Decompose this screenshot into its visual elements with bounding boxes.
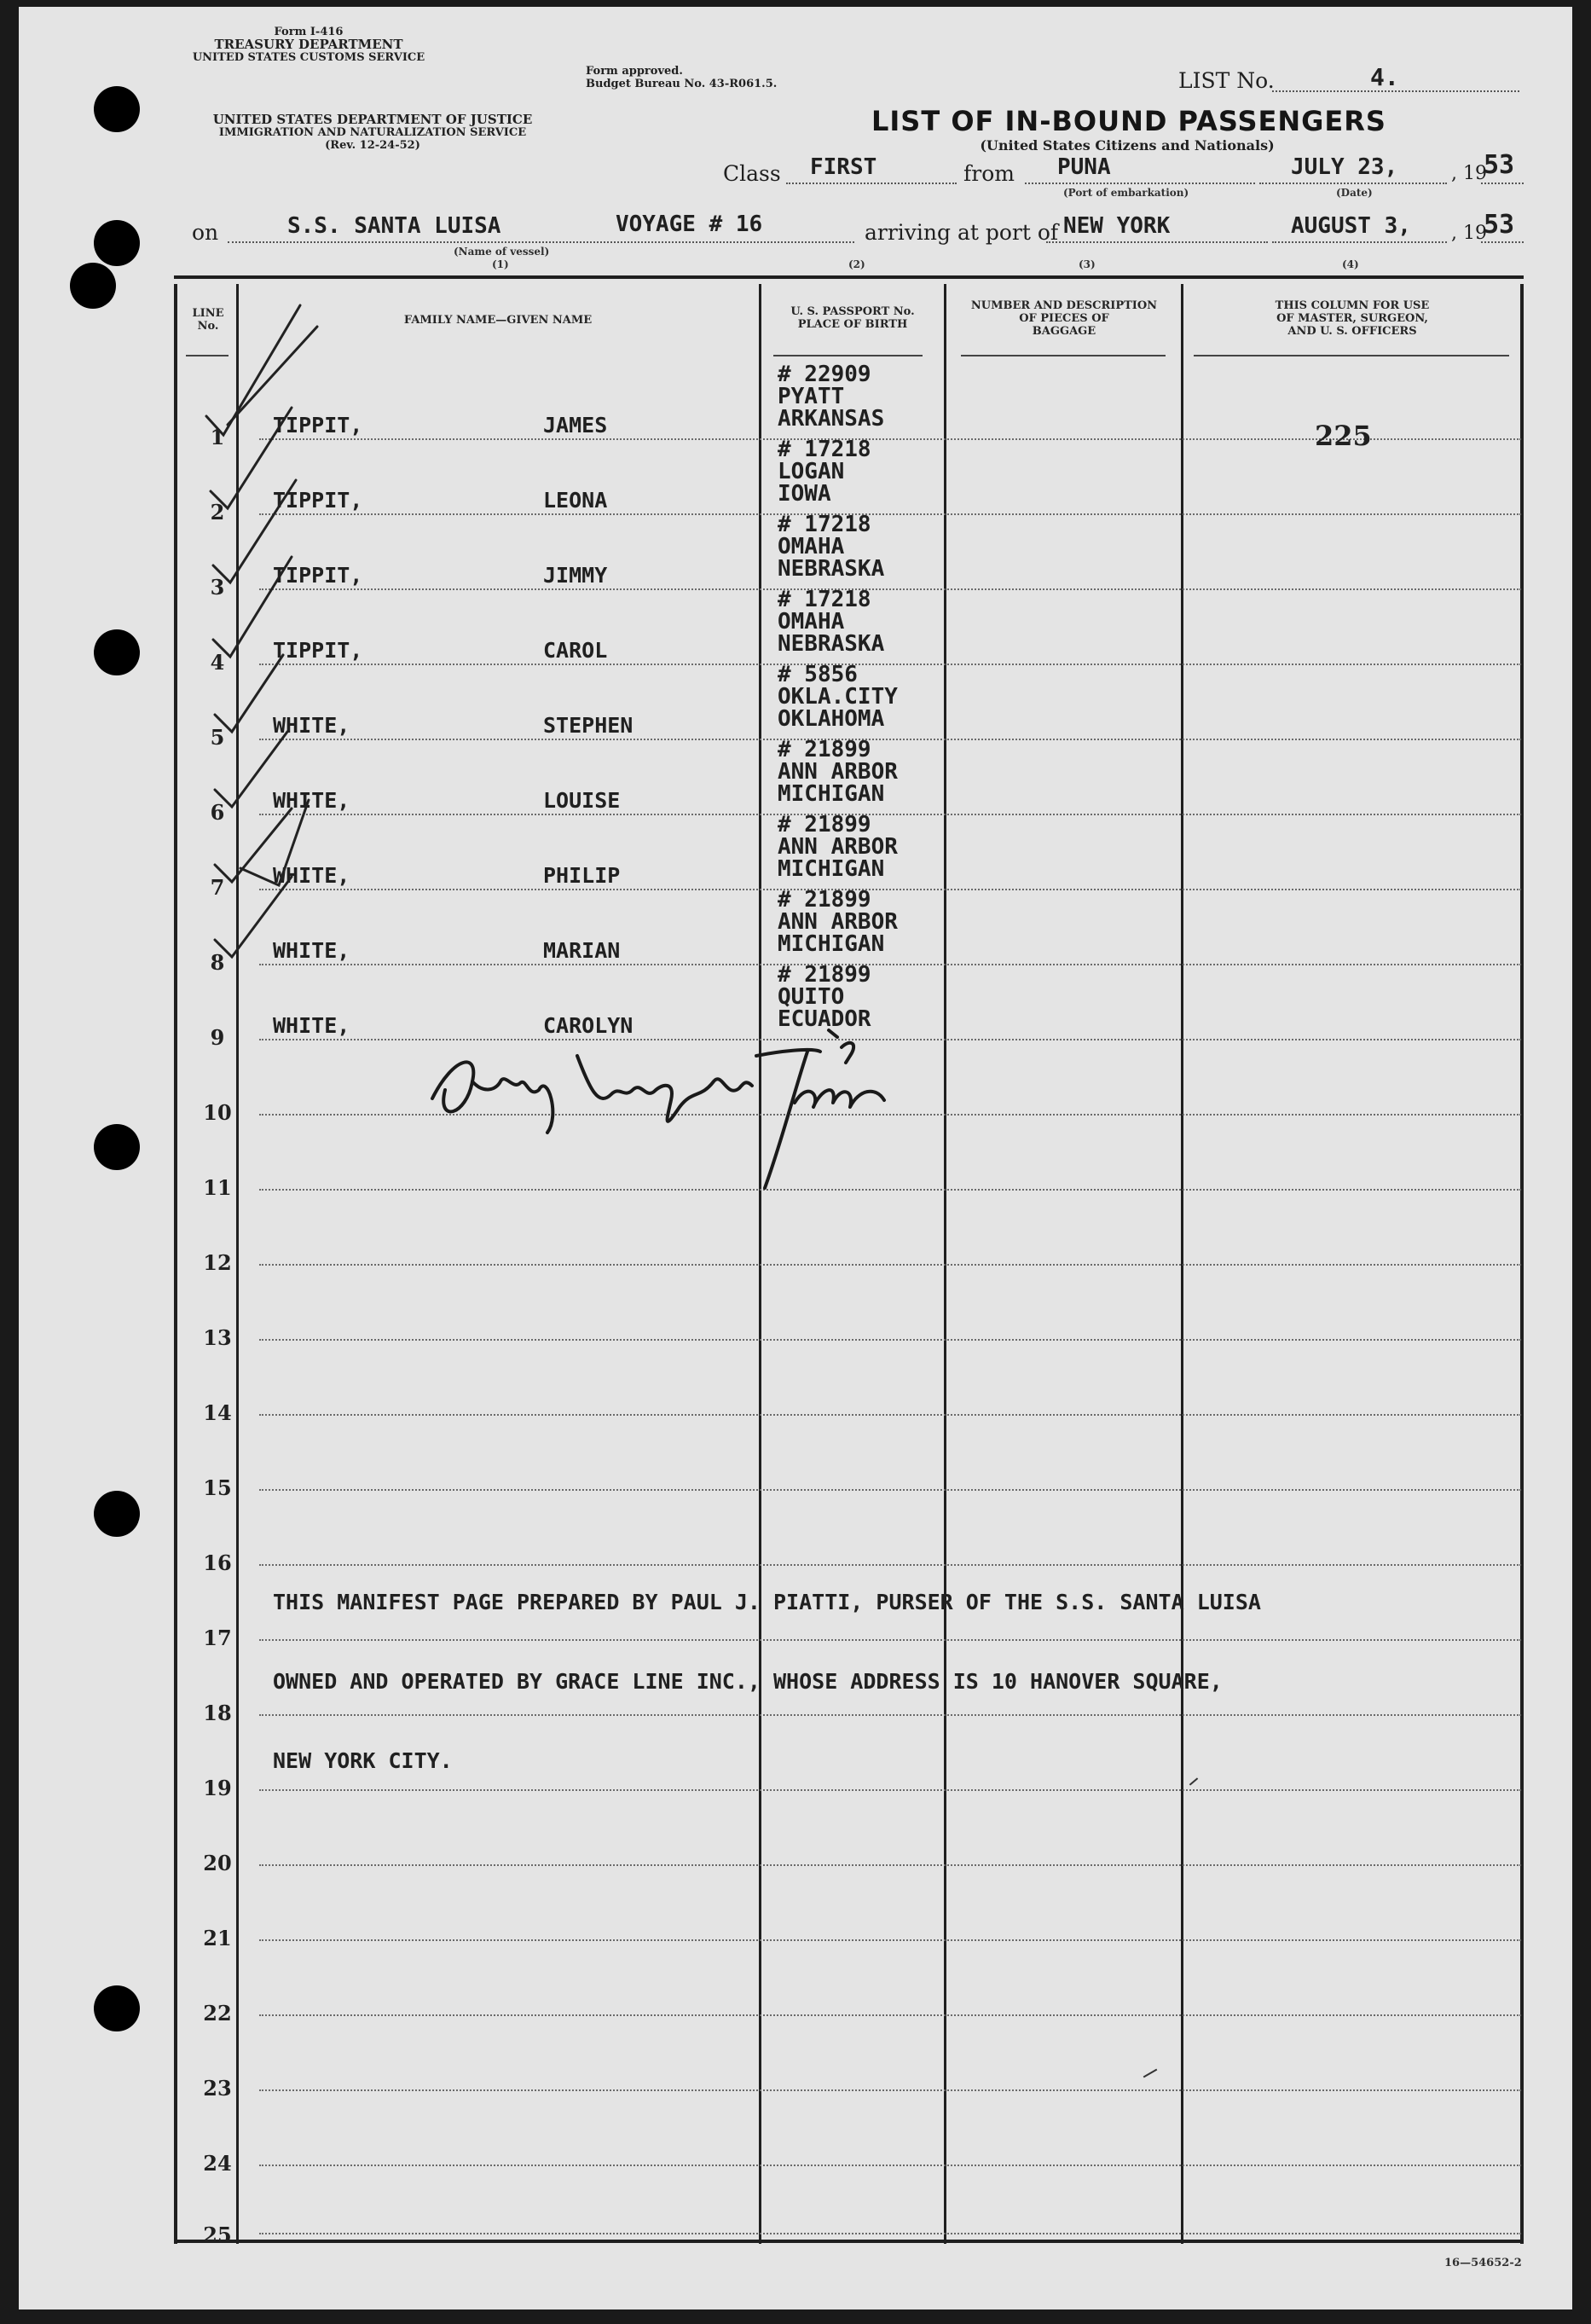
form-approved: Form approved.: [586, 65, 683, 78]
line-number: 11: [203, 1175, 232, 1200]
given-name: LOUISE: [543, 788, 621, 813]
from-label: from: [963, 161, 1015, 186]
print-code: 16—54652-2: [1444, 2257, 1522, 2269]
passport-birthplace: # 17218 LOGAN IOWA: [778, 437, 871, 507]
passport-birthplace: # 17218 OMAHA NEBRASKA: [778, 587, 885, 657]
punch-hole: [94, 220, 140, 266]
family-name: WHITE,: [273, 1013, 350, 1038]
header-officers: THIS COLUMN FOR USE OF MASTER, SURGEON, AND U. S. OFFICERS: [1275, 299, 1430, 338]
voyage: VOYAGE # 16: [616, 212, 763, 237]
line-number: 5: [210, 725, 225, 750]
customs-service: UNITED STATES CUSTOMS SERVICE: [192, 51, 425, 64]
departure-date: JULY 23,: [1291, 154, 1398, 180]
date-caption: (Date): [1336, 187, 1373, 199]
line-number: 6: [210, 800, 225, 825]
line-number: 1: [210, 425, 225, 449]
passport-birthplace: # 22909 PYATT ARKANSAS: [778, 362, 885, 432]
line-number: 19: [203, 1776, 232, 1800]
punch-hole: [94, 1124, 140, 1170]
class-value: FIRST: [810, 154, 877, 180]
header-baggage: NUMBER AND DESCRIPTION OF PIECES OF BAGGAGE: [970, 299, 1158, 338]
line-number: 8: [210, 950, 225, 975]
passport-birthplace: # 21899 QUITO ECUADOR: [778, 962, 871, 1032]
passport-birthplace: # 21899 ANN ARBOR MICHIGAN: [778, 812, 898, 882]
line-number: 25: [203, 2223, 232, 2247]
line-number: 3: [210, 575, 225, 600]
line-number: 4: [210, 650, 225, 675]
line-number: 13: [203, 1325, 232, 1350]
punch-hole: [94, 86, 140, 132]
col-num-2: (2): [848, 258, 865, 270]
line-number: 23: [203, 2076, 232, 2101]
line-number: 21: [203, 1926, 232, 1950]
handwritten-signature: [419, 1022, 914, 1201]
check-marks: [189, 288, 385, 1056]
vessel-name: S.S. SANTA LUISA: [287, 213, 501, 239]
list-no-label: LIST No.: [1178, 68, 1275, 93]
col-num-3: (3): [1079, 258, 1096, 270]
family-name: WHITE,: [273, 863, 350, 888]
list-no-value: 4.: [1370, 63, 1399, 91]
line-number: 18: [203, 1701, 232, 1725]
header-line-no: LINE No.: [192, 307, 224, 333]
passport-birthplace: # 21899 ANN ARBOR MICHIGAN: [778, 887, 898, 957]
given-name: STEPHEN: [543, 713, 634, 738]
family-name: WHITE,: [273, 788, 350, 813]
purser-note: THIS MANIFEST PAGE PREPARED BY PAUL J. PIATTI, PURSER OF THE S.S. SANTA LUISA OWNED AND OPERATED BY GRACE LINE INC., WHOSE ADDRESS IS 10 HANOVER SQUARE, NEW YORK CITY.: [273, 1590, 1261, 1773]
budget-bureau: Budget Bureau No. 43-R061.5.: [586, 78, 778, 90]
arrival-date: AUGUST 3,: [1291, 213, 1411, 239]
line-number: 9: [210, 1025, 225, 1050]
family-name: WHITE,: [273, 713, 350, 738]
header-passport: U. S. PASSPORT No. PLACE OF BIRTH: [790, 305, 915, 331]
given-name: MARIAN: [543, 938, 621, 963]
family-name: TIPPIT,: [273, 563, 363, 588]
line-number: 24: [203, 2151, 232, 2176]
from-value: PUNA: [1057, 154, 1111, 180]
officer-note: 225: [1315, 420, 1372, 452]
col-num-4: (4): [1342, 258, 1359, 270]
given-name: JIMMY: [543, 563, 608, 588]
line-number: 17: [203, 1626, 232, 1650]
line-number: 10: [203, 1100, 232, 1125]
given-name: CAROLYN: [543, 1013, 634, 1038]
departure-century: , 19: [1451, 163, 1487, 184]
given-name: PHILIP: [543, 863, 621, 888]
arrival-year: 53: [1484, 210, 1515, 240]
given-name: CAROL: [543, 638, 608, 663]
arrival-century: , 19: [1451, 223, 1487, 244]
family-name: TIPPIT,: [273, 488, 363, 513]
punch-hole: [94, 1491, 140, 1537]
header-name: FAMILY NAME—GIVEN NAME: [403, 314, 593, 327]
tick-mark: [1143, 2069, 1158, 2078]
vessel-caption: (Name of vessel): [454, 246, 550, 258]
punch-hole: [70, 263, 116, 309]
revision: (Rev. 12-24-52): [325, 139, 420, 152]
line-number: 7: [210, 875, 225, 900]
form-number: Form I-416: [274, 26, 344, 38]
family-name: TIPPIT,: [273, 638, 363, 663]
family-name: TIPPIT,: [273, 413, 363, 438]
treasury-department: TREASURY DEPARTMENT: [214, 37, 403, 52]
departure-year: 53: [1484, 150, 1515, 180]
col-num-1: (1): [492, 258, 509, 270]
given-name: LEONA: [543, 488, 608, 513]
family-name: WHITE,: [273, 938, 350, 963]
passport-birthplace: # 21899 ANN ARBOR MICHIGAN: [778, 737, 898, 807]
given-name: JAMES: [543, 413, 608, 438]
passport-birthplace: # 17218 OMAHA NEBRASKA: [778, 512, 885, 582]
punch-hole: [94, 1985, 140, 2031]
arriving-label: arriving at port of: [865, 220, 1059, 245]
page-title: LIST OF IN-BOUND PASSENGERS: [871, 105, 1386, 137]
punch-hole: [94, 629, 140, 675]
line-number: 16: [203, 1550, 232, 1575]
line-number: 14: [203, 1400, 232, 1425]
line-number: 12: [203, 1250, 232, 1275]
class-label: Class: [723, 161, 781, 186]
justice-department: UNITED STATES DEPARTMENT OF JUSTICE: [212, 112, 533, 127]
line-number: 22: [203, 2001, 232, 2026]
on-label: on: [192, 220, 219, 245]
line-number: 2: [210, 500, 225, 524]
page-subtitle: (United States Citizens and Nationals): [980, 137, 1275, 154]
manifest-sheet: [19, 7, 1572, 2310]
passport-birthplace: # 5856 OKLA.CITY OKLAHOMA: [778, 662, 898, 732]
arrival-port: NEW YORK: [1063, 213, 1171, 239]
immigration-service: IMMIGRATION AND NATURALIZATION SERVICE: [218, 126, 527, 139]
port-of-embarkation-caption: (Port of embarkation): [1063, 187, 1189, 199]
line-number: 15: [203, 1475, 232, 1500]
line-number: 20: [203, 1851, 232, 1875]
